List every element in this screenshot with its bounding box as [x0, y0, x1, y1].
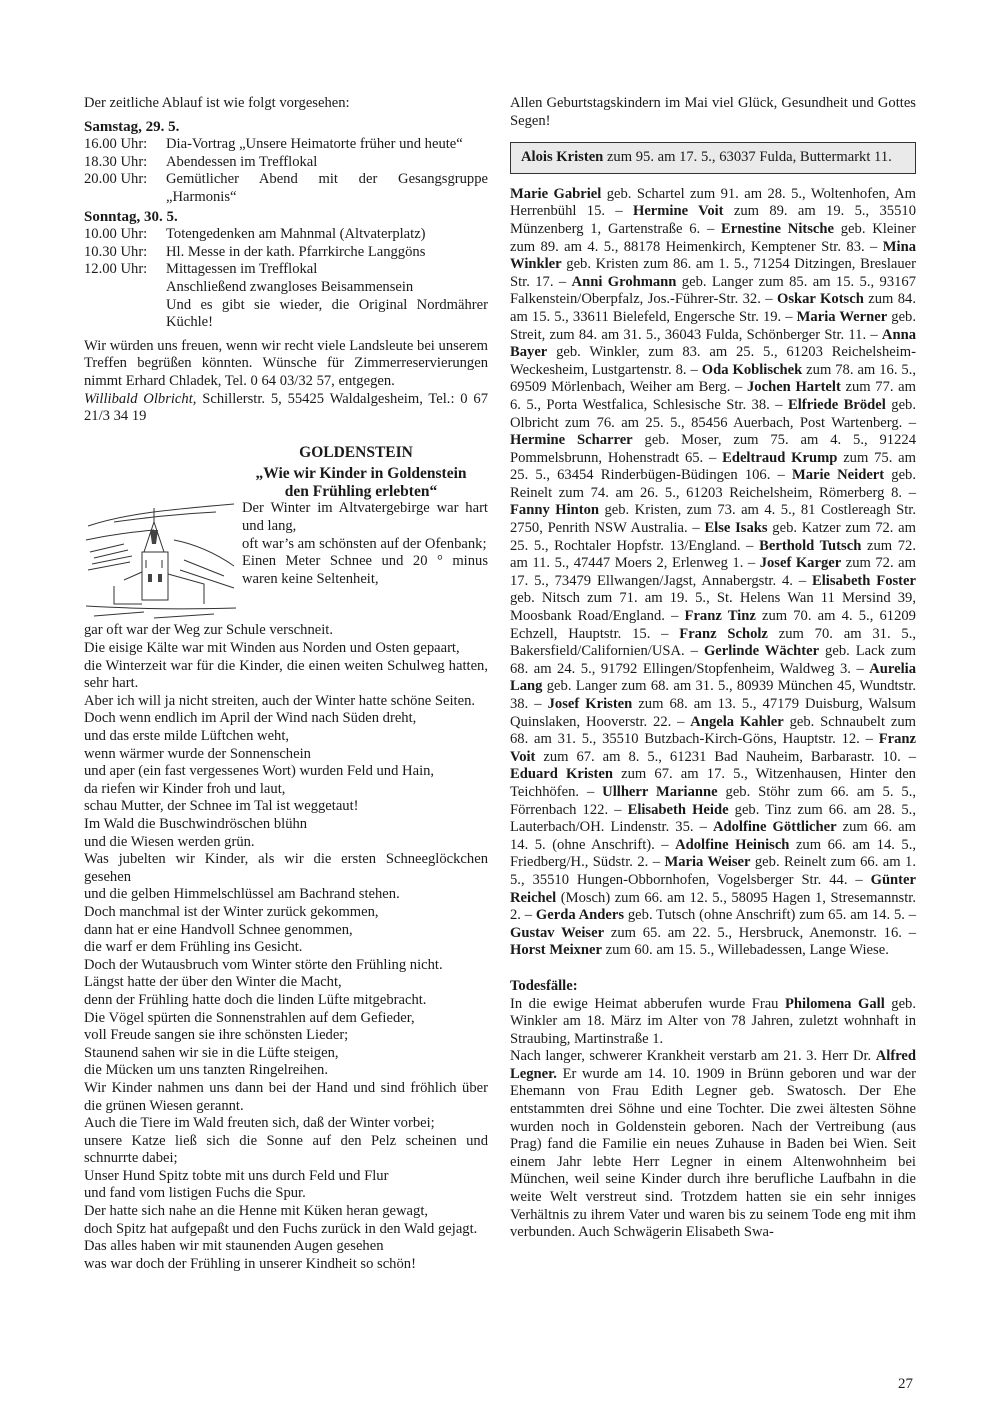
poem-line: Wir Kinder nahmen uns dann bei der Hand und sind fröhlich über die grünen Wiesen gerannt. [84, 1079, 488, 1114]
church-sketch-illustration [84, 500, 240, 622]
poem-line: Staunend sahen wir sie in die Lüfte steigen, [84, 1044, 339, 1061]
contact-address: Schillerstr. 5, 55425 Waldalgesheim, Tel.: 0 67 21/3 34 19 [84, 390, 488, 425]
birthday-name: Hermine Voit [632, 203, 724, 220]
birthday-details: geb. Nitsch zum 71. am 19. 5., St. Helens Wan 11 Mersind 39, Moosbank Road/England. – [510, 590, 916, 625]
poem-line: und aper (ein fast vergessenes Wort) wurden Feld und Hain, [84, 763, 435, 780]
schedule-text: Hl. Messe in der kath. Pfarrkirche Langgöns [166, 243, 426, 260]
birthday-details: zum 78. am 16. 5., 69509 Mörlenbach, Weiher am Berg. – [510, 361, 917, 396]
schedule-row [84, 226, 488, 244]
death-notice [510, 996, 916, 1049]
birthday-name: Gerda Anders [535, 907, 625, 924]
birthday-details: zum 75. am 25. 5., 63454 Rinderbügen-Büdingen 106. – [510, 449, 916, 484]
birthday-details: geb. Reinelt zum 74. am 26. 5., 61203 Reichelsheim, Römerberg 8. – [510, 467, 917, 501]
poem-line: schau Mutter, der Schnee im Tal ist weggetaut! [84, 798, 359, 815]
birthday-name: Franz Scholz [679, 625, 768, 642]
birthday-name: Ullherr Marianne [602, 783, 718, 800]
schedule-text: Gemütlicher Abend mit der Gesangsgruppe „Harmonis“ [166, 171, 488, 205]
schedule-time: 10.00 Uhr: [84, 226, 148, 243]
birthday-name: Franz Tinz [684, 608, 756, 625]
poem-line: voll Freude sangen sie ihre schönsten Lieder; [84, 1027, 349, 1044]
birthday-name: Gustav Weiser [510, 924, 605, 941]
saturday-heading: Samstag, 29. 5. [84, 118, 180, 135]
poem-line: Auch die Tiere im Wald freuten sich, daß der Winter vorbei; [84, 1115, 435, 1132]
poem-line: die warf er dem Frühling ins Gesicht. [84, 939, 303, 956]
birthday-details: geb. Lack zum 68. am 24. 5., 91792 Ellingen/Stopfenheim, Waldweg 3. – [510, 643, 917, 677]
left-column [84, 95, 488, 1273]
section-title: GOLDENSTEIN [299, 443, 413, 461]
contact-name: Willibald Olbricht, [84, 390, 197, 407]
birthday-details: geb. Stöhr zum 66. am 5. 5., Förrenbach 122. – [510, 783, 916, 818]
birthday-details: zum 70. am 31. 5., Bakersfield/Californien/USA. – [510, 625, 916, 660]
birthday-name: Elfriede Brödel [787, 396, 886, 413]
poem-line: Doch manchmal ist der Winter zurück gekommen, [84, 903, 379, 920]
poem-line: denn der Frühling hatte doch die linden Lüfte mitgebracht. [84, 991, 427, 1008]
birthday-details: zum 60. am 15. 5., Willebadessen, Lange Wiese. [602, 942, 889, 959]
birthday-name: Edeltraud Krump [722, 449, 838, 466]
sunday-heading: Sonntag, 30. 5. [84, 208, 178, 225]
poem-line: oft war’s am schönsten auf der Ofenbank; [242, 535, 487, 552]
birthday-name: Adolfine Göttlicher [712, 819, 837, 836]
poem-title-line2: den Frühling erlebten“ [284, 482, 438, 500]
poem-line: wenn wärmer wurde der Sonnenschein [84, 745, 311, 762]
schedule-row [84, 244, 488, 262]
poem-line: Aber ich will ja nicht streiten, auch der Winter hatte schöne Seiten. [84, 692, 476, 709]
birthday-name: Ernestine Nitsche [721, 220, 834, 237]
schedule-note: Und es gibt sie wieder, die Original Nordmährer Küchle! [166, 296, 488, 331]
birthday-details: geb. Olbricht zum 76. am 25. 5., 85456 Auerbach, Post Wartenberg. – [510, 396, 917, 431]
birthday-name: Horst Meixner [510, 942, 602, 959]
poem-line: Unser Hund Spitz tobte mit uns durch Feld und Flur [84, 1167, 389, 1184]
birthday-details: geb. Langer zum 68. am 31. 5., 80939 München 45, Wundtstr. 38. – [510, 678, 916, 712]
birthday-name: Aurelia Lang [510, 660, 916, 695]
birthday-details: geb. Schartel zum 91. am 28. 5., Woltenhofen, Am Herrenbühl 15. – [510, 185, 916, 220]
schedule-time: 16.00 Uhr: [84, 136, 148, 153]
death-text: In die ewige Heimat abberufen wurde Frau [510, 995, 785, 1012]
poem-line: Die Vögel spürten die Sonnenstrahlen auf dem Gefieder, [84, 1009, 415, 1026]
birthday-name: Fanny Hinton [510, 502, 600, 519]
schedule-intro: Der zeitliche Ablauf ist wie folgt vorgesehen: [84, 95, 350, 111]
contact-line [84, 391, 488, 426]
birthday-details: zum 70. am 4. 5., 61209 Echzell, Hauptstr. 15. – [510, 608, 916, 642]
highlight-text: zum 95. am 17. 5., 63037 Fulda, Buttermarkt 11. [603, 149, 892, 166]
birthday-name: Oda Koblischek [701, 361, 803, 378]
birthday-details: zum 72. am 11. 5., 47447 Moers 2, Erlenweg 1. – [510, 537, 916, 572]
birthday-details: zum 84. am 15. 5., 33611 Bielefeld, Engersche Str. 19. – [510, 291, 916, 325]
schedule-row [84, 171, 488, 206]
birthday-name: Anni Grohmann [571, 273, 677, 290]
schedule-time: 18.30 Uhr: [84, 153, 148, 170]
poem-line: und die gelben Himmelschlüssel am Bachrand stehen. [84, 886, 400, 903]
birthday-name: Jochen Hartelt [747, 379, 841, 396]
poem-line: da riefen wir Kinder froh und laut, [84, 780, 286, 797]
poem-line: Der hatte sich nahe an die Henne mit Küken heran gewagt, [84, 1203, 429, 1220]
birthday-name: Elisabeth Foster [812, 572, 917, 589]
poem-line: gar oft war der Weg zur Schule verschneit. [84, 622, 333, 639]
birthday-name: Marie Neidert [791, 467, 885, 484]
birthday-details: geb. Moser, zum 75. am 4. 5., 91224 Pommelsbrunn, Hohenstradt 65. – [510, 432, 916, 466]
poem-line: Längst hatte der über den Winter die Macht, [84, 974, 342, 991]
birthday-details: geb. Reinelt zum 66. am 1. 5., 35510 Hungen-Obbornhofen, Vogelsberger Str. 44. – [510, 854, 916, 888]
poem-title-line1: „Wie wir Kinder in Goldenstein [255, 465, 467, 483]
birthday-details: zum 65. am 22. 5., Hersbruck, Anemonstr. 16. – [604, 924, 916, 941]
poem-line: Doch der Wutausbruch vom Winter störte den Frühling nicht. [84, 956, 443, 973]
death-text: geb. Winkler am 18. März im Alter von 78 Jahren, zuletzt wohnhaft in Straubing, Martinstraße 1. [510, 995, 917, 1047]
poem-line: Der Winter im Altvatergebirge war hart und lang, [242, 500, 488, 535]
deaths-heading: Todesfälle: [510, 977, 578, 994]
birthday-name: Elisabeth Heide [627, 801, 729, 818]
schedule-text: Totengedenken am Mahnmal (Altvaterplatz) [166, 226, 426, 243]
death-name: Philomena Gall [785, 995, 885, 1012]
right-column [510, 95, 916, 1242]
death-name: Alfred Legner. [510, 1048, 916, 1082]
death-text: Nach langer, schwerer Krankheit verstarb am 21. 3. Herr Dr. [510, 1048, 876, 1065]
poem-line: Doch wenn endlich im April der Wind nach Süden dreht, [84, 710, 417, 727]
poem [84, 500, 488, 1273]
birthday-details: geb. Schnaubelt zum 68. am 31. 5., 35510 Butzbach-Kirch-Göns, Hauptstr. 12. – [510, 713, 916, 748]
schedule-time: 10.30 Uhr: [84, 243, 148, 260]
birthday-details: geb. Kristen zum 86. am 1. 5., 71254 Ditzingen, Breslauer Str. 17. – [510, 256, 916, 290]
birthday-details: zum 89. am 19. 5., 35510 Münzenberg 1, Gartenstraße 6. – [510, 203, 916, 237]
birthday-name: Franz Voit [510, 731, 916, 765]
poem-line: was war doch der Frühling in unserer Kindheit so schön! [84, 1255, 416, 1272]
death-notice [510, 1048, 916, 1242]
birthday-name: Hermine Scharrer [510, 432, 633, 449]
poem-line: Das alles haben wir mit staunenden Augen gesehen [84, 1238, 384, 1255]
poem-line: unsere Katze ließ sich die Sonne auf den Pelz scheinen und schnurrte dabei; [84, 1132, 488, 1167]
birthday-name: Eduard Kristen [510, 766, 614, 783]
birthday-name: Mina Winkler [510, 238, 916, 273]
poem-line: Die eisige Kälte war mit Winden aus Norden und Osten gepaart, [84, 640, 460, 657]
birthday-details: geb. Winkler, zum 83. am 25. 5., 61203 Reichelsheim-Weckesheim, Lustgartenstr. 8. – [510, 344, 916, 378]
birthday-name: Maria Weiser [664, 854, 751, 871]
birthday-details: geb. Katzer zum 72. am 25. 5., Rochtaler Hopfstr. 13/England. – [510, 520, 916, 554]
schedule-text: Dia-Vortrag „Unsere Heimatorte früher und heute“ [166, 136, 463, 153]
poem-line: und die Wiesen werden grün. [84, 833, 255, 850]
invitation-text: Wir würden uns freuen, wenn wir recht viele Landsleute bei unserem Treffen begrüßen könnten. Wünsche für Zimmerreservierungen nimmt Erhard Chladek, Tel. 0 64 03/32 57, entgegen. [84, 337, 488, 389]
poem-line: Was jubelten wir Kinder, als wir die ersten Schneeglöckchen gesehen [84, 851, 488, 885]
birthday-name: Josef Karger [759, 555, 842, 572]
schedule-row [84, 261, 488, 279]
birthday-name: Maria Werner [796, 308, 888, 325]
birthday-details: geb. Kleiner zum 89. am 4. 5., 88178 Heimenkirch, Kemptener Str. 83. – [510, 220, 916, 255]
birthday-details: zum 67. am 17. 5., Witzenhausen, Hinter den Teichhöfen. – [510, 766, 916, 800]
birthday-details: zum 66. am 14. 5., Friedberg/H., Südstr. 2. – [510, 836, 917, 871]
birthday-details: zum 77. am 6. 5., Porta Westfalica, Schlesische Str. 38. – [510, 379, 917, 413]
birthday-name: Oskar Kotsch [776, 291, 864, 308]
birthday-details: (Mosch) zum 66. am 12. 5., 58095 Hagen 1, Stresemannstr. 2. – [510, 889, 916, 924]
birthday-name: Adolfine Heinisch [675, 836, 790, 853]
birthday-details: zum 72. am 17. 5., 73479 Ellwangen/Jagst, Annabergstr. 4. – [510, 555, 916, 589]
birthday-list [510, 186, 916, 960]
schedule-row [84, 154, 488, 172]
schedule-time: 12.00 Uhr: [84, 261, 148, 278]
birthday-name: Günter Reichel [510, 871, 916, 906]
schedule-time: 20.00 Uhr: [84, 171, 148, 188]
poem-line: und fand vom listigen Fuchs die Spur. [84, 1185, 306, 1202]
birthday-details: zum 66. am 14. 5. (ohne Anschrift). – [510, 819, 916, 853]
birthday-details: geb. Tutsch (ohne Anschrift) zum 65. am 14. 5. – [624, 907, 917, 924]
birthday-name: Marie Gabriel [510, 185, 602, 202]
poem-line: die Winterzeit war für die Kinder, die einen weiten Schulweg hatten, sehr hart. [84, 657, 488, 692]
birthday-name: Angela Kahler [690, 713, 784, 730]
schedule-text: Abendessen im Trefflokal [166, 153, 318, 170]
birthday-details: geb. Streit, zum 84. am 31. 5., 36043 Fulda, Schönberger Str. 11. – [510, 308, 916, 343]
schedule-note: Anschließend zwangloses Beisammensein [166, 278, 414, 295]
birthday-name: Anna Bayer [510, 326, 916, 361]
poem-line: dann hat er eine Handvoll Schnee genommen, [84, 921, 353, 938]
poem-line: doch Spitz hat aufgepaßt und den Fuchs zurück in den Wald gejagt. [84, 1220, 478, 1237]
birthday-name: Josef Kristen [547, 696, 633, 712]
highlight-name: Alois Kristen [521, 149, 604, 166]
birthday-details: zum 67. am 8. 5., 61231 Bad Nauheim, Barbarastr. 10. – [535, 748, 916, 765]
birthday-details: geb. Langer zum 85. am 15. 5., 93167 Falkenstein/Oberpfalz, Jos.-Führer-Str. 32. – [510, 273, 917, 308]
birthday-name: Berthold Tutsch [759, 537, 862, 554]
birthday-details: zum 68. am 13. 5., 47179 Duisburg, Walsum Quinslaken, Hooverstr. 22. – [510, 696, 916, 730]
poem-line: und das erste milde Lüftchen weht, [84, 728, 290, 745]
death-text: Er wurde am 14. 10. 1909 in Brünn geboren und war der Ehemann von Frau Edith Legner geb. Swatosch. Der Ehe entstammten drei Söhne und eine Tochter. Die zwei ältesten Söhne wurden noch in Goldenstein geboren. Nach der Vertreibung (aus Prag) fand die Familie ein neues Zuhause in Baden bei Wien. Seit einem Jahr lebte Herr Legner in einem Altenwohnheim bei München, weil seine Kinder durch ihre berufliche Laufbahn in die weite Welt verstreut sind. Trotzdem hatten sie ein sehr inniges Verhältnis zu ihrem Vater und waren bis zu seinem Tode eng mit ihm verbunden. Auch Schwägerin Elisabeth Swa- [510, 1065, 916, 1241]
page-number: 27 [898, 1376, 913, 1392]
birthday-details: geb. Kristen, zum 73. am 4. 5., 81 Costlereagh Str. 2750, Penrith NSW Australia. – [510, 502, 916, 537]
highlight-box [510, 142, 916, 174]
schedule-row [84, 136, 488, 154]
birthday-name: Else Isaks [704, 520, 768, 537]
poem-line: Im Wald die Buschwindröschen blühn [84, 816, 308, 832]
schedule-text: Mittagessen im Trefflokal [166, 261, 318, 278]
poem-line: Einen Meter Schnee und 20 ° minus waren keine Seltenheit, [242, 553, 488, 587]
poem-line: die Mücken um uns tanzten Ringelreihen. [84, 1062, 328, 1079]
birthday-details: geb. Tinz zum 66. am 28. 5., Lauterbach/OH. Lindenstr. 35. – [510, 801, 916, 836]
birthday-name: Gerlinde Wächter [703, 643, 820, 660]
birthday-greeting: Allen Geburtstagskindern im Mai viel Glück, Gesundheit und Gottes Segen! [510, 95, 916, 129]
